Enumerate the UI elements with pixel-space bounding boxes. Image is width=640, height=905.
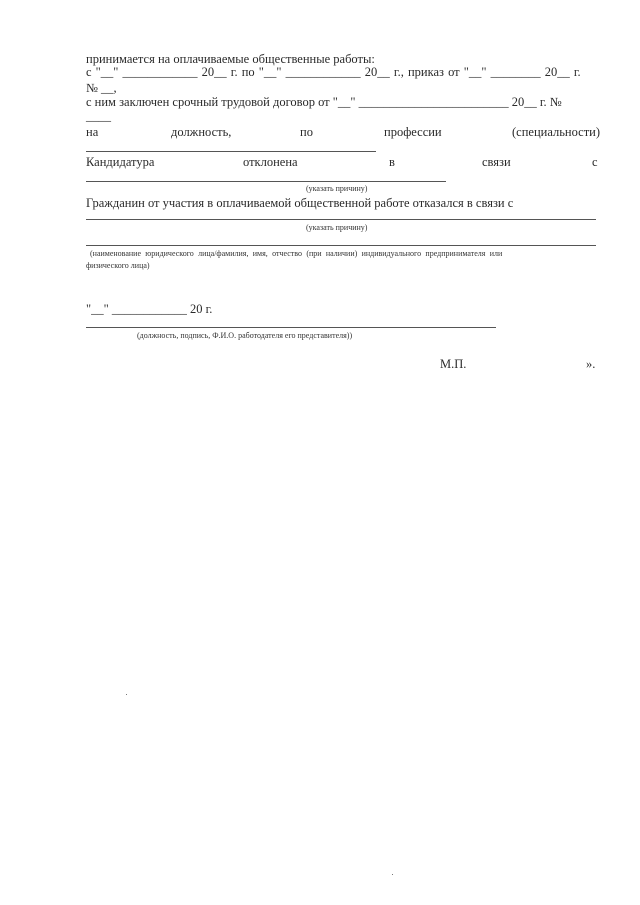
word-po: по: [300, 125, 313, 139]
refusal-reason-line: [86, 219, 596, 220]
caption-reason-2: (указать причину): [306, 223, 368, 232]
word-connection: связи: [482, 155, 511, 169]
word-candidacy: Кандидатура: [86, 155, 155, 169]
stamp-place: М.П.: [440, 357, 467, 371]
word-specialty: (специальности): [512, 125, 601, 139]
word-s: с: [592, 155, 598, 169]
caption-employer-1: (наименование юридического лица/фамилия, имя, отчество (при наличии) индивидуального предпринимателя или: [90, 249, 503, 258]
employer-name-line: [86, 245, 596, 246]
line-fixed-term-contract: с ним заключен срочный трудовой договор от "__" ________________________ 20__ г. №: [86, 95, 562, 109]
caption-reason-1: (указать причину): [306, 184, 368, 193]
line-period-order: с "__" ____________ 20__ г. по "__" ____________ 20__ г., приказ от "__" ________ 20__ г.: [86, 65, 581, 79]
line-contract-number: ____: [86, 109, 111, 123]
line-refused: Гражданин от участия в оплачиваемой общественной работе отказался в связи с: [86, 196, 514, 210]
line-accepted-public-works: принимается на оплачиваемые общественные работы:: [86, 52, 375, 66]
word-position: должность,: [171, 125, 232, 139]
signature-line: [86, 327, 496, 328]
line-order-number: № __,: [86, 81, 117, 95]
scan-speck: [126, 694, 127, 695]
signature-date: "__" ____________ 20 г.: [86, 302, 213, 316]
word-na: на: [86, 125, 99, 139]
position-blank-line: [86, 151, 376, 152]
word-rejected: отклонена: [243, 155, 298, 169]
caption-employer-2: физического лица): [86, 261, 150, 270]
word-v: в: [389, 155, 395, 169]
caption-signature: (должность, подпись, Ф.И.О. работодателя его представителя)): [137, 331, 353, 340]
scan-speck: [392, 874, 393, 875]
word-profession: профессии: [384, 125, 442, 139]
closing-quote: ».: [586, 357, 596, 371]
rejection-reason-line: [86, 181, 446, 182]
